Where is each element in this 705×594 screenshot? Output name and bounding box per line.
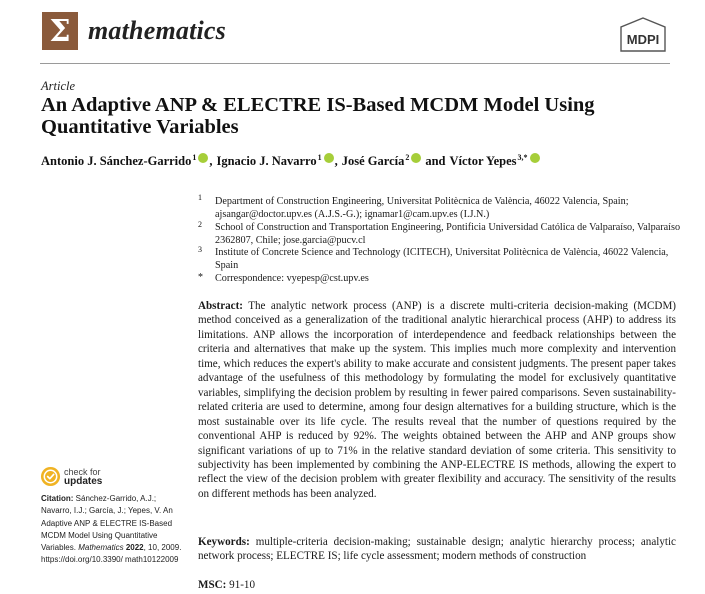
- abstract-text: The analytic network process (ANP) is a discrete multi-criteria decision-making (MCDM) method conceived as a generalization of the traditional analytic hierarchical process (AHP) to address its limitations. ANP allows the incorporation of interdependence and feedback relationships between the criteria and alternatives that make up the system. This implies much more complexity and intervention time, which reduces the expert's ability to make accurate and consistent judgments. The present paper takes advantage of the usefulness of this methodology by formulating the model for exclusively quantitative variables, simplifying the decision problem by resulting in fewer paired comparisons. Seven sustainability-related criteria are used to determine, among four design alternatives for a building structure, which is the most sustainable over its life cycle. The results reveal that the number of questions required by the conventional AHP is reduced by 92%. The weights obtained between the AHP and ANP groups show significant variations of up to 71% in the relative standard deviation of some criteria. This sensitivity to subjectivity has been implemented by combining the ANP-ELECTRE IS methods, allowing the expert to reflect the view of the decision problem with greater flexibility and accuracy. The sensitivity of the results on different methods has been analyzed.: [198, 300, 677, 500]
- author-name: José García: [341, 154, 405, 168]
- citation-block: [41, 493, 187, 567]
- keywords-text: multiple-criteria decision-making; sustainable design; analytic hierarchy process; analytic network process; ELECTRE IS; life cycle assessment; modern methods of construction: [198, 536, 676, 563]
- affiliation-text: Institute of Concrete Science and Technology (ICITECH), Universitat Politècnica de València, 46022 Valencia, Spain: [215, 247, 669, 272]
- author-affiliation-ref: 3,*: [517, 153, 528, 162]
- citation-year: 2022: [125, 543, 144, 553]
- publisher-logo[interactable]: [617, 17, 669, 53]
- author-name: Víctor Yepes: [449, 154, 517, 168]
- publisher-name: MDPI: [626, 32, 660, 47]
- affiliation-number: 2: [198, 220, 202, 229]
- msc-value: 91-10: [229, 579, 256, 591]
- author-conjunction: and: [425, 154, 446, 168]
- paper-title: An Adaptive ANP & ELECTRE IS-Based MCDM Model Using Quantitative Variables: [41, 94, 595, 138]
- check-updates-line2: updates: [64, 475, 103, 487]
- abstract: [198, 299, 676, 501]
- author-affiliation-ref: 1: [192, 153, 197, 162]
- author-affiliation-ref: 1: [317, 153, 322, 162]
- orcid-icon[interactable]: [198, 153, 208, 163]
- affiliation-number: 3: [198, 245, 202, 254]
- citation-journal: Mathematics: [78, 543, 124, 553]
- orcid-icon[interactable]: [530, 153, 540, 163]
- abstract-label: Abstract:: [198, 300, 243, 312]
- correspondence[interactable]: Correspondence: vyepesp@cst.upv.es: [215, 273, 369, 284]
- citation-authors: Sánchez-Garrido, A.J.; Navarro, I.J.; García, J.; Yepes, V. An Adaptive ANP & ELECTRE IS-Based MCDM Model Using Quantitative Variables.: [41, 494, 173, 553]
- citation-details[interactable]: , 10, 2009. https://doi.org/10.3390/ math10122009: [41, 543, 182, 565]
- citation-label: Citation:: [41, 494, 74, 503]
- keywords-label: Keywords:: [198, 536, 250, 548]
- journal-logo-glyph: Σ: [49, 13, 71, 49]
- msc-label: MSC:: [198, 579, 227, 591]
- orcid-icon[interactable]: [411, 153, 421, 163]
- check-updates-icon: [40, 466, 61, 487]
- journal-name[interactable]: mathematics: [88, 16, 226, 45]
- article-type: Article: [41, 79, 76, 93]
- journal-logo: [42, 12, 78, 50]
- author-list: Antonio J. Sánchez-Garrido $^1$ , Ignacio J. Navarro $^1$ , José García $^2$ and Víctor Yepes $^{3,*}$: [41, 154, 541, 169]
- header-divider: [40, 63, 670, 64]
- author-name: Antonio J. Sánchez-Garrido: [41, 154, 192, 168]
- check-for-updates-button[interactable]: [40, 466, 102, 487]
- affiliation-text: School of Construction and Transportation Engineering, Pontificia Universidad Católica de Valparaíso, Valparaíso 2362807, Chile; jose.garcia@pucv.cl: [215, 222, 681, 247]
- msc-code: [198, 579, 255, 591]
- affiliation-text: Department of Construction Engineering, Universitat Politècnica de València, 46022 Valencia, Spain; ajsangar@doctor.upv.es (A.J.S.-G.); ignamar1@cam.upv.es (I.J.N.): [215, 196, 629, 221]
- affiliation-number: *: [198, 272, 203, 283]
- author-affiliation-ref: 2: [405, 153, 410, 162]
- check-updates-line1: check for: [64, 466, 101, 477]
- author-name: Ignacio J. Navarro: [216, 154, 317, 168]
- keywords: [198, 535, 676, 564]
- orcid-icon[interactable]: [324, 153, 334, 163]
- affiliation-number: 1: [198, 193, 202, 202]
